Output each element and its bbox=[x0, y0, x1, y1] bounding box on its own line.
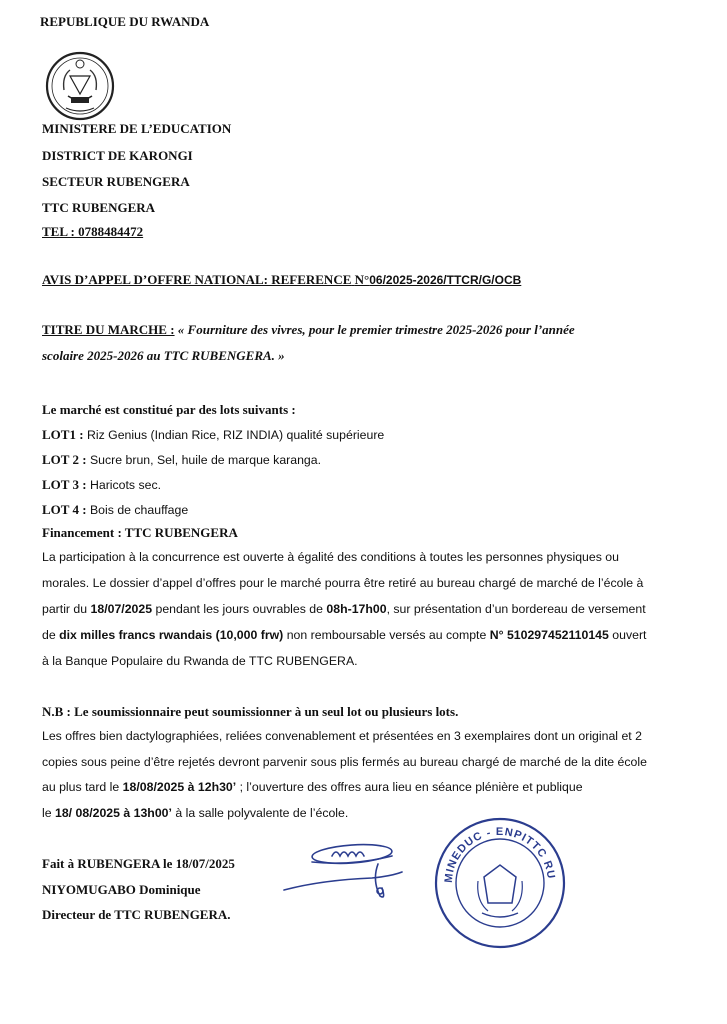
ministry-name: MINISTERE DE L’EDUCATION bbox=[42, 121, 232, 136]
handwritten-signature bbox=[282, 836, 432, 906]
signatory-title: Directeur de TTC RUBENGERA. bbox=[42, 907, 231, 922]
lot-3: LOT 3 : Haricots sec. bbox=[42, 477, 162, 492]
notice-title: AVIS D’APPEL D’OFFRE NATIONAL: REFERENCE N°06/2025-2026/TTCR/G/OCB bbox=[42, 272, 522, 287]
place-and-date: Fait à RUBENGERA le 18/07/2025 bbox=[42, 856, 235, 871]
nb-line1: Les offres bien dactylographiées, reliées convenablement et présentées en 3 exemplaires dont un original et 2 bbox=[42, 729, 642, 743]
official-stamp bbox=[432, 815, 568, 951]
rwanda-coat-of-arms-icon bbox=[44, 50, 116, 122]
nb-title: N.B : Le soumissionnaire peut soumissionner à un seul lot ou plusieurs lots. bbox=[42, 704, 459, 719]
telephone: TEL : 0788484472 bbox=[42, 224, 144, 239]
svg-text:MINEDUC - ENPITTC RUBENGERA bbox=[432, 815, 557, 883]
market-title-line2: scolaire 2025-2026 au TTC RUBENGERA. » bbox=[42, 348, 285, 363]
reference-number: 06/2025-2026/TTCR/G/OCB bbox=[369, 273, 522, 287]
participation-line2: morales. Le dossier d’appel d’offres pour le marché pourra être retiré au bureau chargé de marché de l’école à bbox=[42, 576, 644, 590]
stamp-text: MINEDUC - ENPITTC RU bbox=[442, 825, 557, 884]
nb-line4: le 18/ 08/2025 à 13h00’ à la salle polyvalente de l’école. bbox=[42, 806, 349, 820]
participation-line3: partir du 18/07/2025 pendant les jours ouvrables de 08h-17h00, sur présentation d’un bordereau de versement bbox=[42, 602, 646, 616]
participation-line1: La participation à la concurrence est ouverte à égalité des conditions à toutes les personnes physiques ou bbox=[42, 550, 619, 564]
sector-name: SECTEUR RUBENGERA bbox=[42, 174, 190, 189]
participation-line4: de dix milles francs rwandais (10,000 frw) non remboursable versés au compte N° 510297452110145 ouvert bbox=[42, 628, 647, 642]
school-name: TTC RUBENGERA bbox=[42, 200, 156, 215]
district-name: DISTRICT DE KARONGI bbox=[42, 148, 193, 163]
nb-line2: copies sous peine d’être rejetés devront parvenir sous plis fermés au bureau chargé de marché de la dite école bbox=[42, 755, 647, 769]
market-title-line1: TITRE DU MARCHE : « Fourniture des vivres, pour le premier trimestre 2025-2026 pour l’année bbox=[42, 322, 575, 337]
participation-line5: à la Banque Populaire du Rwanda de TTC RUBENGERA. bbox=[42, 654, 358, 668]
country-heading: REPUBLIQUE DU RWANDA bbox=[40, 14, 210, 29]
signatory-name: NIYOMUGABO Dominique bbox=[42, 882, 201, 897]
nb-line3: au plus tard le 18/08/2025 à 12h30’ ; l’ouverture des offres aura lieu en séance plénière et publique bbox=[42, 780, 583, 794]
funding: Financement : TTC RUBENGERA bbox=[42, 525, 238, 540]
lot-1: LOT1 : Riz Genius (Indian Rice, RIZ INDIA) qualité supérieure bbox=[42, 427, 385, 442]
lot-4: LOT 4 : Bois de chauffage bbox=[42, 502, 189, 517]
lots-intro: Le marché est constitué par des lots suivants : bbox=[42, 402, 296, 417]
lot-2: LOT 2 : Sucre brun, Sel, huile de marque karanga. bbox=[42, 452, 322, 467]
